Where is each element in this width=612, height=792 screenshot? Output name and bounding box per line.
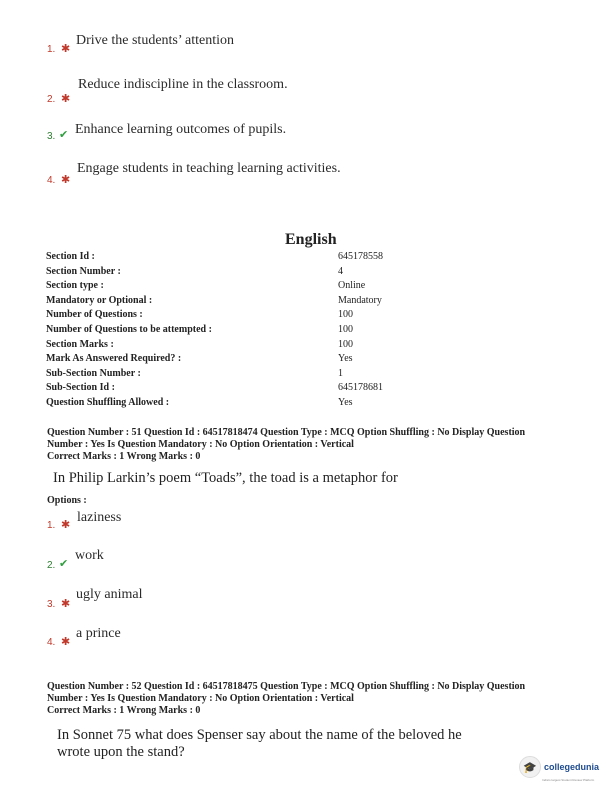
- option-number: 3.: [47, 131, 56, 142]
- question-text-line: wrote upon the stand?: [57, 744, 185, 760]
- option-text: work: [75, 548, 104, 563]
- section-row-value: 645178681: [338, 382, 383, 394]
- question-marks: Correct Marks : 1 Wrong Marks : 0: [47, 451, 201, 462]
- question-marks: Correct Marks : 1 Wrong Marks : 0: [47, 705, 201, 716]
- section-row-value: Mandatory: [338, 294, 382, 306]
- section-row-label: Section Marks :: [46, 338, 114, 350]
- question-header: [47, 427, 567, 463]
- cross-icon: ✱: [61, 42, 71, 55]
- section-row: [46, 251, 426, 266]
- cross-icon: ✱: [61, 173, 71, 186]
- section-row-label: Number of Questions :: [46, 309, 143, 321]
- option-number: 1.: [47, 44, 56, 55]
- section-row: [46, 309, 426, 324]
- section-row: [46, 397, 426, 412]
- options-label: Options :: [47, 495, 87, 506]
- section-row-label: Sub-Section Number :: [46, 367, 141, 379]
- section-row-value: 4: [338, 265, 343, 277]
- option-text: Engage students in teaching learning activities.: [77, 161, 341, 176]
- option-text: ugly animal: [76, 587, 143, 602]
- section-row-value: 645178558: [338, 251, 383, 262]
- cross-icon: ✱: [61, 635, 71, 648]
- option-number: 4.: [47, 637, 56, 648]
- check-icon: ✔: [59, 557, 69, 570]
- section-row-value: 1: [338, 367, 343, 379]
- option-number: 3.: [47, 599, 56, 610]
- section-row-label: Sub-Section Id :: [46, 382, 115, 394]
- option-number: 1.: [47, 520, 56, 531]
- option-text: Enhance learning outcomes of pupils.: [75, 122, 287, 137]
- option-text: a prince: [76, 626, 121, 641]
- section-row-label: Question Shuffling Allowed :: [46, 396, 170, 408]
- option-text: laziness: [77, 510, 122, 525]
- section-row: [46, 353, 426, 368]
- section-row-label: Section type :: [46, 280, 104, 292]
- section-row: [46, 382, 426, 397]
- question-text: In Philip Larkin’s poem “Toads”, the toad is a metaphor for: [53, 470, 398, 486]
- section-row: [46, 368, 426, 383]
- section-row-label: Mark As Answered Required? :: [46, 353, 182, 365]
- question-header-line: Number : Yes Is Question Mandatory : No Option Orientation : Vertical: [47, 693, 354, 704]
- question-text-line: In Sonnet 75 what does Spenser say about the name of the beloved he: [57, 727, 462, 743]
- question-header: [47, 681, 567, 717]
- section-row: [46, 266, 426, 281]
- graduate-avatar-icon: 🎓: [519, 756, 541, 778]
- collegedunia-logo[interactable]: [519, 756, 611, 782]
- option-text: Drive the students’ attention: [76, 33, 234, 48]
- option-number: 2.: [47, 94, 56, 105]
- cross-icon: ✱: [61, 597, 71, 610]
- cross-icon: ✱: [61, 92, 71, 105]
- logo-tagline: India's largest Student Review Platform: [542, 778, 595, 782]
- question-header-line: Number : Yes Is Question Mandatory : No Option Orientation : Vertical: [47, 439, 354, 450]
- section-row: [46, 339, 426, 354]
- section-info-table: [46, 251, 426, 412]
- section-title: English: [285, 231, 337, 248]
- section-row-value: 100: [338, 309, 353, 321]
- option-number: 2.: [47, 560, 56, 571]
- question-header-line: Question Number : 51 Question Id : 64517818474 Question Type : MCQ Option Shuffling : No Display Question: [47, 427, 526, 438]
- check-icon: ✔: [59, 128, 69, 141]
- section-row-label: Number of Questions to be attempted :: [46, 323, 212, 335]
- section-row: [46, 295, 426, 310]
- section-row-label: Mandatory or Optional :: [46, 294, 153, 306]
- section-row-label: Section Id :: [46, 251, 95, 262]
- section-row: [46, 324, 426, 339]
- section-row-value: 100: [338, 323, 353, 335]
- section-row-value: 100: [338, 338, 353, 350]
- cross-icon: ✱: [61, 518, 71, 531]
- section-row-value: Online: [338, 280, 366, 292]
- question-header-line: Question Number : 52 Question Id : 64517818475 Question Type : MCQ Option Shuffling : No Display Question: [47, 681, 526, 692]
- section-row-label: Section Number :: [46, 265, 121, 277]
- section-row-value: Yes: [338, 396, 353, 408]
- logo-text: collegedunia: [544, 762, 600, 772]
- section-row-value: Yes: [338, 353, 353, 365]
- option-text: Reduce indiscipline in the classroom.: [78, 77, 288, 92]
- option-number: 4.: [47, 175, 56, 186]
- section-row: [46, 280, 426, 295]
